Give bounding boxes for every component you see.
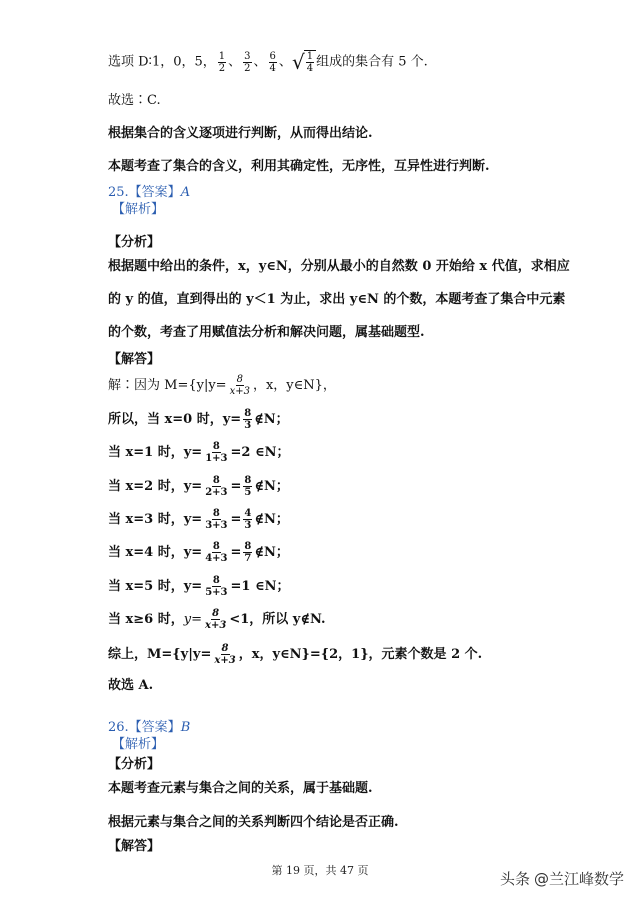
- numerator: 1: [306, 51, 314, 62]
- numerator: 4: [244, 508, 252, 519]
- analysis-para-3: 的个数，考查了用赋值法分析和解决问题，属基础题型.: [108, 325, 425, 340]
- solution-step: [108, 374, 336, 397]
- text: 当 x=2 时，y=: [108, 479, 203, 494]
- numerator: 8: [244, 408, 252, 419]
- numerator: 8: [244, 541, 252, 552]
- denominator: 2: [218, 62, 226, 74]
- fraction: [204, 508, 228, 531]
- separator: 、: [278, 54, 292, 70]
- text: ∉N；: [254, 479, 289, 494]
- text: 当 x=5 时，y=: [108, 579, 203, 594]
- denominator: x+3: [214, 655, 236, 666]
- text: ，x，y∈N}，: [252, 378, 336, 393]
- fraction: [218, 51, 226, 74]
- fraction: [269, 51, 277, 74]
- watermark-prefix: 头条: [499, 870, 530, 888]
- denominator: 4+3: [205, 553, 228, 564]
- numerator: 8: [212, 608, 220, 619]
- answer-choice-line: 故选∶C.: [108, 93, 161, 108]
- fraction: [229, 374, 251, 397]
- q25-answer: [108, 184, 190, 202]
- radicand: [304, 50, 316, 74]
- numerator: 3: [244, 50, 251, 62]
- radical-sign: √: [291, 50, 305, 74]
- analysis-line: 根据元素与集合之间的关系判断四个结论是否正确.: [108, 815, 399, 830]
- denominator: 5: [244, 487, 252, 498]
- fraction: [204, 608, 227, 631]
- fraction: [204, 541, 228, 564]
- fraction: [306, 51, 314, 74]
- denominator: 4: [306, 63, 314, 74]
- text: =: [230, 512, 242, 527]
- solution-step: [108, 408, 289, 431]
- text: ∉N；: [254, 512, 289, 527]
- numerator: 8: [212, 508, 220, 519]
- denominator: 3: [244, 520, 252, 531]
- q26-analysis-label: 【解析】: [112, 737, 165, 752]
- solution-step: [108, 643, 482, 666]
- numerator: 8: [212, 541, 220, 552]
- fraction: [243, 475, 252, 498]
- numerator: 8: [212, 441, 220, 452]
- answer-value: A: [180, 185, 191, 200]
- text: 所以，当 x=0 时，y=: [108, 412, 242, 427]
- solution-step: [108, 508, 289, 531]
- answer-value: B: [180, 720, 191, 735]
- page-footer: 第 19 页，共 47 页: [271, 864, 369, 877]
- fraction: [243, 51, 251, 74]
- denominator: 4: [269, 62, 276, 74]
- watermark-handle: @兰江峰数学: [533, 870, 624, 888]
- denominator: x+3: [205, 620, 227, 631]
- answer-label: 25.【答案】: [108, 185, 181, 200]
- text: 当 x=4 时，y=: [108, 545, 203, 560]
- fenxi-heading: 【分析】: [108, 235, 161, 250]
- fraction: [243, 408, 252, 431]
- fraction: [204, 475, 228, 498]
- text: 当 x≥6 时，: [108, 612, 184, 627]
- denominator: 3+3: [205, 520, 228, 531]
- fenxi-heading-2: 【分析】: [108, 757, 161, 772]
- text: 解∶因为 M={y|y=: [108, 378, 227, 393]
- analysis-line: 本题考查元素与集合之间的关系，属于基础题.: [108, 781, 373, 796]
- text: =: [230, 479, 242, 494]
- summary-line: 本题考查了集合的含义，利用其确定性，无序性，互异性进行判断.: [108, 159, 490, 174]
- text: =2 ∈N；: [230, 445, 290, 460]
- separator: 、: [228, 54, 242, 70]
- analysis-para-1: 根据题中给出的条件，x，y∈N，分别从最小的自然数 0 开始给 x 代值，求相应: [108, 259, 570, 274]
- text: 组成的集合有 5 个.: [316, 54, 428, 70]
- fraction: [213, 643, 236, 666]
- sqrt: [292, 50, 316, 74]
- text: ，x，y∈N}={2，1}，元素个数是 2 个.: [238, 647, 483, 662]
- text: <1，所以 y∉N.: [229, 612, 326, 627]
- denominator: x+3: [229, 386, 250, 397]
- method-line: 根据集合的含义逐项进行判断，从而得出结论.: [108, 126, 373, 141]
- analysis-para-2: 的 y 的值，直到得出的 y＜1 为止，求出 y∈N 的个数，本题考查了集合中元素: [108, 292, 566, 307]
- q25-analysis-label: 【解析】: [112, 202, 165, 217]
- numerator: 1: [218, 50, 226, 62]
- q26-answer: [108, 719, 190, 737]
- text: 综上，M={y|y=: [108, 647, 212, 662]
- jieda-heading: 【解答】: [108, 352, 161, 367]
- solution-step: [108, 575, 289, 598]
- numerator: 8: [236, 374, 243, 385]
- solution-step: [108, 441, 289, 464]
- text: ∉N；: [254, 412, 289, 427]
- answer-label: 26.【答案】: [108, 720, 181, 735]
- text: 选项 D∶1，0，5，: [108, 54, 216, 70]
- final-answer: 故选 A.: [108, 678, 154, 693]
- fraction: [204, 575, 228, 598]
- numerator: 8: [212, 475, 220, 486]
- fraction: [243, 508, 252, 531]
- numerator: 6: [269, 50, 276, 62]
- numerator: 8: [212, 575, 220, 586]
- numerator: 8: [221, 643, 229, 654]
- option-d-line: [108, 50, 428, 74]
- fraction: [243, 541, 252, 564]
- denominator: 2+3: [205, 487, 228, 498]
- text: y=: [183, 612, 202, 627]
- text: 当 x=1 时，y=: [108, 445, 203, 460]
- text: ∉N；: [254, 545, 289, 560]
- denominator: 7: [244, 553, 252, 564]
- denominator: 1+3: [205, 453, 228, 464]
- text: =: [230, 545, 242, 560]
- solution-step: [108, 541, 289, 564]
- text: =1 ∈N；: [230, 579, 290, 594]
- numerator: 8: [244, 475, 252, 486]
- fraction: [204, 441, 228, 464]
- denominator: 3: [244, 420, 252, 431]
- solution-step: [108, 608, 326, 631]
- text: 当 x=3 时，y=: [108, 512, 203, 527]
- solution-step: [108, 475, 289, 498]
- jieda-heading-2: 【解答】: [108, 839, 161, 854]
- watermark: [500, 868, 624, 889]
- denominator: 5+3: [205, 587, 228, 598]
- separator: 、: [253, 54, 267, 70]
- denominator: 2: [244, 62, 251, 74]
